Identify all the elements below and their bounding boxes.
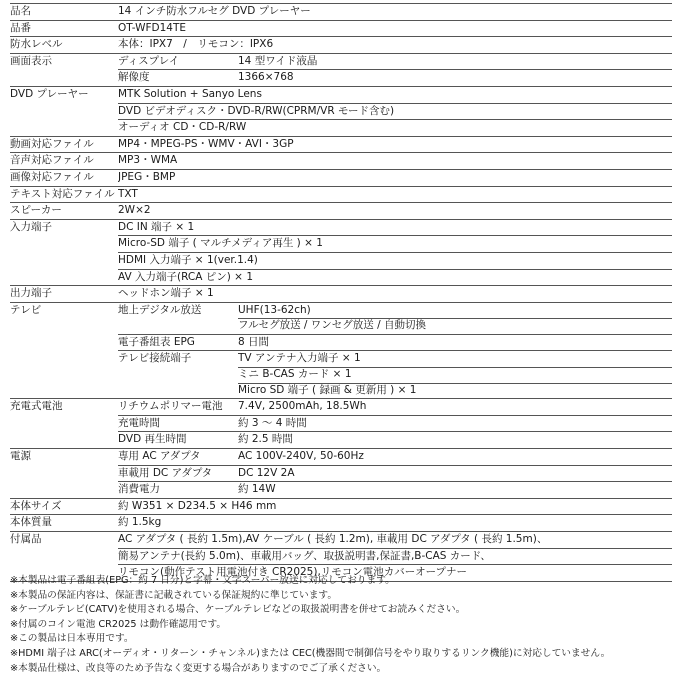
spec-subrow [118, 69, 672, 86]
spec-value-group [118, 286, 672, 302]
spec-value-group [118, 4, 672, 20]
spec-subrow [118, 350, 672, 398]
spec-subrow [118, 252, 672, 269]
spec-value: DC 12V 2A [238, 466, 295, 479]
spec-value: 約 14W [238, 483, 276, 496]
spec-value-group [238, 335, 672, 351]
spec-subrow [118, 399, 672, 415]
spec-row [10, 399, 672, 449]
spec-value: DVD ビデオディスク・DVD-R/RW(CPRM/VR モード含む) [118, 104, 395, 117]
spec-value: 14 インチ防水フルセグ DVD プレーヤー [118, 5, 311, 17]
spec-value-group [238, 416, 672, 432]
spec-value-group [118, 515, 672, 531]
spec-value: 約 2.5 時間 [238, 433, 293, 446]
spec-sublabel: 消費電力 [118, 483, 160, 496]
spec-body [118, 203, 672, 219]
spec-row [10, 54, 672, 87]
spec-sublabel: 解像度 [118, 71, 150, 84]
spec-value: OT-WFD14TE [118, 21, 186, 34]
note-line: ※本製品の保証内容は、保証書に記載されている保証規約に準じています。 [10, 589, 338, 601]
spec-sublabel: 専用 AC アダプタ [118, 450, 201, 463]
note-line: ※この製品は日本専用です。 [10, 633, 134, 645]
spec-value: AV 入力端子(RCA ピン) × 1 [118, 270, 254, 283]
note-line: ※ケーブルテレビ(CATV)を使用される場合、ケーブルテレビなどの取扱説明書を併せてお読みください。 [10, 604, 466, 616]
spec-label: スピーカー [10, 204, 62, 217]
spec-label: 付属品 [10, 533, 42, 545]
spec-body [118, 303, 672, 399]
spec-value: 本体：IPX7 / リモコン：IPX6 [118, 38, 274, 51]
spec-subrow [118, 532, 672, 548]
spec-value: Micro SD 端子 ( 録画 & 更新用 ) × 1 [238, 383, 672, 399]
spec-value: 約 W351 × D234.5 × H46 mm [118, 499, 277, 512]
spec-value: 約 1.5kg [118, 516, 162, 529]
spec-value: Micro-SD 端子 ( マルチメディア再生 ) × 1 [118, 237, 323, 250]
spec-label: 品番 [10, 21, 31, 34]
spec-subrow [118, 465, 672, 482]
spec-value-group [118, 532, 672, 548]
spec-label: 本体サイズ [10, 499, 62, 512]
spec-table [10, 3, 672, 582]
spec-row [10, 187, 672, 204]
spec-value: MTK Solution + Sanyo Lens [118, 87, 262, 100]
spec-value: HDMI 入力端子 × 1(ver.1.4) [118, 253, 258, 266]
spec-value: AC アダプタ ( 長約 1.5m),AV ケーブル ( 長約 1.2m), 車載用 DC アダプタ ( 長約 1.5m)、 [118, 533, 548, 545]
spec-value: TXT [118, 187, 138, 200]
spec-value: ヘッドホン端子 × 1 [118, 287, 214, 300]
spec-value-group [238, 70, 672, 86]
spec-body [118, 54, 672, 86]
spec-subrow [118, 203, 672, 219]
spec-body [118, 153, 672, 169]
spec-label: テレビ [10, 303, 42, 316]
spec-value: AC 100V-240V, 50-60Hz [238, 450, 364, 463]
spec-value-group [118, 220, 672, 236]
spec-value-group [238, 54, 672, 70]
spec-value-group [238, 482, 672, 498]
spec-subrow [118, 499, 672, 515]
spec-value: 約 3 ～ 4 時間 [238, 416, 307, 429]
spec-value-group [238, 399, 672, 415]
spec-body [118, 170, 672, 186]
spec-sublabel: リチウムポリマー電池 [118, 400, 223, 413]
spec-value: 簡易アンテナ(長約 5.0m)、車載用バッグ、取扱説明書,保証書,B-CAS カード、 [118, 549, 491, 562]
spec-value-group [118, 104, 672, 120]
spec-row [10, 21, 672, 38]
spec-subrow [118, 137, 672, 153]
spec-subrow [118, 515, 672, 531]
spec-row [10, 4, 672, 21]
spec-value-group [118, 120, 672, 136]
spec-value-group [238, 449, 672, 465]
spec-subrow [118, 170, 672, 186]
spec-value-group [118, 21, 672, 37]
spec-row [10, 87, 672, 137]
spec-value: MP3・WMA [118, 154, 178, 167]
spec-subrow [118, 87, 672, 103]
spec-subrow [118, 269, 672, 286]
spec-label: 画像対応ファイル [10, 170, 94, 183]
spec-value: UHF(13-62ch) [238, 303, 311, 316]
spec-subrow [118, 187, 672, 203]
spec-sublabel: 地上デジタル放送 [118, 303, 202, 316]
spec-body [118, 87, 672, 136]
spec-value-group [118, 236, 672, 252]
spec-value-group [118, 187, 672, 203]
spec-value: リモコン(動作テスト用電池付き CR2025),リモコン電池カバーオープナー [118, 566, 468, 579]
spec-body [118, 187, 672, 203]
spec-body [118, 37, 672, 53]
spec-body [118, 286, 672, 302]
spec-body [118, 449, 672, 498]
spec-value: 2W×2 [118, 204, 151, 217]
spec-subrow [118, 119, 672, 136]
spec-label: 電源 [10, 450, 31, 463]
spec-label: 本体質量 [10, 516, 52, 529]
note-line: ※HDMI 端子は ARC(オーディオ・リターン・チャンネル)または CEC(機器間で制御信号をやり取りするリンク機能)に対応していません。 [10, 647, 611, 659]
spec-subrow [118, 548, 672, 565]
spec-body [118, 499, 672, 515]
spec-value-group [118, 270, 672, 286]
spec-value: 1366×768 [238, 71, 294, 84]
spec-value-group [118, 499, 672, 515]
spec-value-group [238, 303, 672, 334]
spec-label: 動画対応ファイル [10, 137, 94, 150]
spec-subrow [118, 153, 672, 169]
spec-label: 充電式電池 [10, 400, 63, 413]
spec-value: オーディオ CD・CD-R/RW [118, 121, 247, 134]
spec-value: JPEG・BMP [118, 170, 176, 183]
spec-sublabel: DVD 再生時間 [118, 433, 187, 446]
spec-body [118, 399, 672, 448]
spec-row [10, 499, 672, 516]
spec-sublabel: 車載用 DC アダプタ [118, 466, 213, 479]
spec-label: 入力端子 [10, 220, 52, 233]
spec-body [118, 4, 672, 20]
spec-subrow [118, 21, 672, 37]
spec-subrow [118, 303, 672, 334]
spec-value: TV アンテナ入力端子 × 1 [238, 352, 361, 365]
spec-value-group [238, 351, 672, 398]
spec-value-group [118, 253, 672, 269]
spec-label: 画面表示 [10, 54, 52, 67]
spec-row [10, 220, 672, 286]
spec-subrow [118, 54, 672, 70]
spec-row [10, 37, 672, 54]
spec-value: 14 型ワイド液晶 [238, 54, 318, 67]
spec-value: ミニ B-CAS カード × 1 [238, 367, 672, 383]
note-line: ※本製品は電子番組表(EPG：約 7 日分)と字幕・文字スーパー放送に対応しております。 [10, 575, 395, 586]
spec-sublabel: ディスプレイ [118, 54, 180, 67]
spec-row [10, 449, 672, 499]
spec-label: DVD プレーヤー [10, 87, 89, 100]
spec-label: 音声対応ファイル [10, 154, 94, 167]
spec-subrow [118, 103, 672, 120]
spec-sublabel: テレビ接続端子 [118, 352, 192, 365]
spec-subrow [118, 235, 672, 252]
spec-subrow [118, 431, 672, 448]
spec-subrow [118, 37, 672, 53]
spec-value: MP4・MPEG-PS・WMV・AVI・3GP [118, 137, 294, 150]
spec-subrow [118, 220, 672, 236]
spec-value: フルセグ放送 / ワンセグ放送 / 自動切換 [238, 318, 672, 334]
spec-row [10, 170, 672, 187]
spec-body [118, 220, 672, 285]
spec-body [118, 515, 672, 531]
spec-value-group [118, 37, 672, 53]
spec-value-group [118, 170, 672, 186]
spec-sublabel: 電子番組表 EPG [118, 335, 195, 348]
spec-subrow [118, 449, 672, 465]
note-line: ※本製品仕様は、改良等のため予告なく変更する場合がありますのでご了承ください。 [10, 662, 387, 674]
spec-value-group [118, 153, 672, 169]
spec-subrow [118, 286, 672, 302]
spec-subrow [118, 481, 672, 498]
spec-row [10, 286, 672, 303]
spec-value-group [118, 549, 672, 565]
spec-row [10, 137, 672, 154]
spec-subrow [118, 4, 672, 20]
spec-value-group [118, 137, 672, 153]
spec-body [118, 21, 672, 37]
spec-subrow [118, 334, 672, 351]
spec-label: 出力端子 [10, 287, 52, 300]
spec-label: 品名 [10, 5, 31, 17]
spec-subrow [118, 415, 672, 432]
note-line: ※付属のコイン電池 CR2025 は動作確認用です。 [10, 618, 227, 630]
spec-row [10, 203, 672, 220]
spec-value-group [238, 432, 672, 448]
spec-value-group [238, 466, 672, 482]
spec-row [10, 153, 672, 170]
spec-value: 7.4V, 2500mAh, 18.5Wh [238, 400, 367, 413]
spec-label: 防水レベル [10, 38, 63, 51]
spec-row [10, 303, 672, 400]
spec-body [118, 137, 672, 153]
spec-row [10, 515, 672, 532]
spec-label: テキスト対応ファイル [10, 187, 115, 200]
spec-value-group [118, 87, 672, 103]
notes-section [10, 574, 675, 676]
spec-sublabel: 充電時間 [118, 416, 160, 429]
spec-value: 8 日間 [238, 335, 270, 348]
spec-value-group [118, 203, 672, 219]
spec-value: DC IN 端子 × 1 [118, 220, 195, 233]
